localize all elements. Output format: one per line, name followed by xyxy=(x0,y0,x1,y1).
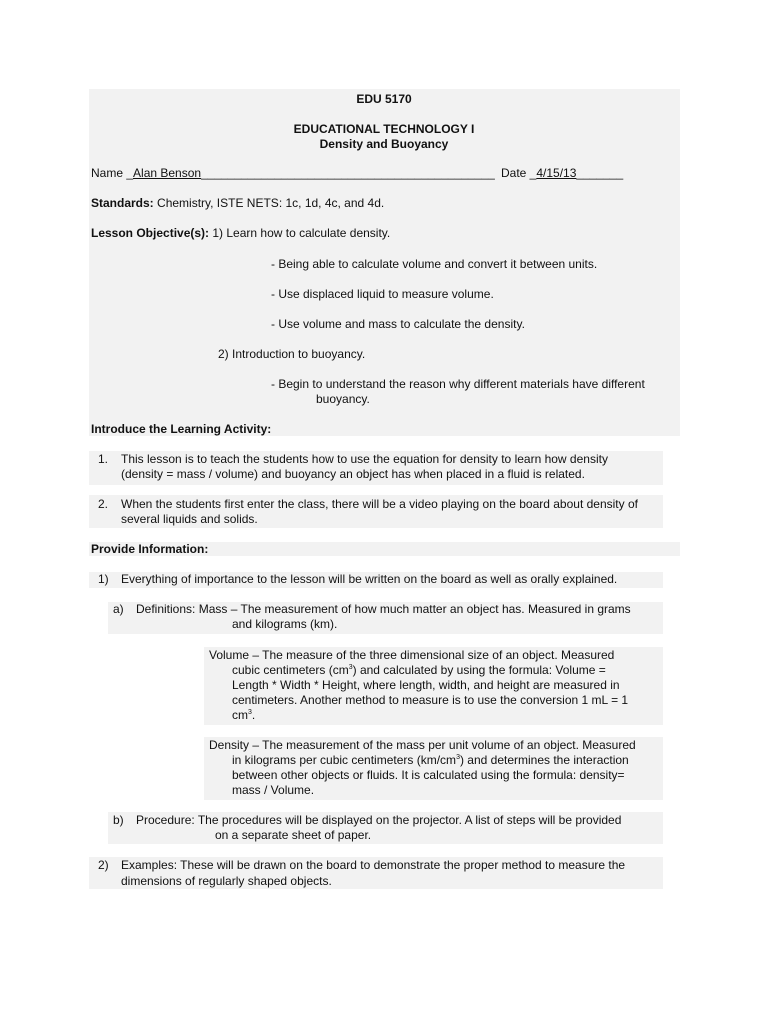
volume-line2-start: cubic centimeters (cm xyxy=(232,663,349,677)
objective-second: 2) Introduction to buoyancy. xyxy=(218,347,366,361)
procedure-line1: Procedure: The procedures will be displayed on the projector. A list of steps will be provided xyxy=(136,813,622,827)
objective-label: Lesson Objective(s): xyxy=(91,226,210,240)
date-row xyxy=(501,166,623,181)
date-label: Date _ xyxy=(501,166,537,180)
density-line2-start: in kilograms per cubic centimeters (km/cm xyxy=(232,753,457,767)
definitions-letter: a) xyxy=(113,602,124,616)
provide-item-1-text: Everything of importance to the lesson will be written on the board as well as orally explained. xyxy=(121,572,618,586)
objective-sub-1: - Being able to calculate volume and convert it between units. xyxy=(271,257,598,271)
procedure-line2: on a separate sheet of paper. xyxy=(215,828,372,842)
intro-item-1-number: 1. xyxy=(98,452,109,466)
objective-sub-2: - Use displaced liquid to measure volume. xyxy=(271,287,494,301)
standards-label: Standards: xyxy=(91,196,154,210)
date-blank: _______ xyxy=(576,166,624,180)
density-line1: Density – The measurement of the mass per unit volume of an object. Measured xyxy=(209,738,636,752)
intro-item-2-line1: When the students first enter the class, there will be a video playing on the board about density of xyxy=(121,497,638,511)
definitions-line1: Definitions: Mass – The measurement of how much matter an object has. Measured in grams xyxy=(136,602,631,616)
density-line3: between other objects or fluids. It is calculated using the formula: density= xyxy=(232,768,625,782)
student-name: Alan Benson xyxy=(133,166,202,180)
provide-item-1-number: 1) xyxy=(98,572,109,586)
volume-line3: Length * Width * Height, where length, width, and height are measured in xyxy=(232,678,620,692)
procedure-letter: b) xyxy=(113,813,124,827)
standards-text: Chemistry, ISTE NETS: 1c, 1d, 4c, and 4d. xyxy=(153,196,385,210)
definitions-line2: and kilograms (km). xyxy=(232,617,338,631)
introduce-heading: Introduce the Learning Activity: xyxy=(91,422,272,436)
course-title: EDUCATIONAL TECHNOLOGY I xyxy=(293,122,475,136)
course-code: EDU 5170 xyxy=(356,92,412,106)
standards-line xyxy=(91,196,384,211)
volume-line2-end: ) and calculated by using the formula: Volume = xyxy=(352,663,606,677)
objective-first: 1) Learn how to calculate density. xyxy=(209,226,391,240)
intro-item-2-line2: several liquids and solids. xyxy=(121,512,258,526)
volume-line5 xyxy=(232,708,255,723)
volume-line4: centimeters. Another method to measure is to use the conversion 1 mL = 1 xyxy=(232,693,629,707)
objective-sub-4-line1: - Begin to understand the reason why different materials have different xyxy=(271,377,645,391)
name-label: Name _ xyxy=(91,166,134,180)
density-line2-end: ) and determines the interaction xyxy=(459,753,629,767)
lesson-title: Density and Buoyancy xyxy=(319,137,449,151)
examples-line2: dimensions of regularly shaped objects. xyxy=(121,874,332,888)
name-blank: ____________________________________________ xyxy=(201,166,495,180)
intro-item-1-line2: (density = mass / volume) and buoyancy an object has when placed in a fluid is related. xyxy=(121,467,585,481)
intro-item-2-number: 2. xyxy=(98,497,109,511)
volume-line5-end: . xyxy=(251,708,256,722)
provide-item-2-number: 2) xyxy=(98,858,109,872)
intro-item-1-line1: This lesson is to teach the students how to use the equation for density to learn how density xyxy=(121,452,608,466)
objective-line xyxy=(91,226,390,241)
volume-superscript: 3 xyxy=(348,664,353,671)
objective-sub-3: - Use volume and mass to calculate the density. xyxy=(271,317,525,331)
density-line4: mass / Volume. xyxy=(232,783,315,797)
volume-line5-superscript: 3 xyxy=(248,709,252,716)
objective-sub-4-line2: buoyancy. xyxy=(316,392,370,406)
volume-line5-start: cm xyxy=(232,708,248,722)
name-date-row xyxy=(91,166,495,181)
density-line2 xyxy=(232,753,629,768)
volume-line1: Volume – The measure of the three dimensional size of an object. Measured xyxy=(209,648,615,662)
volume-line2 xyxy=(232,663,606,678)
lesson-date: 4/15/13 xyxy=(536,166,577,180)
provide-heading: Provide Information: xyxy=(91,542,209,556)
density-superscript: 3 xyxy=(456,754,460,761)
examples-line1: Examples: These will be drawn on the board to demonstrate the proper method to measure the xyxy=(121,858,626,872)
